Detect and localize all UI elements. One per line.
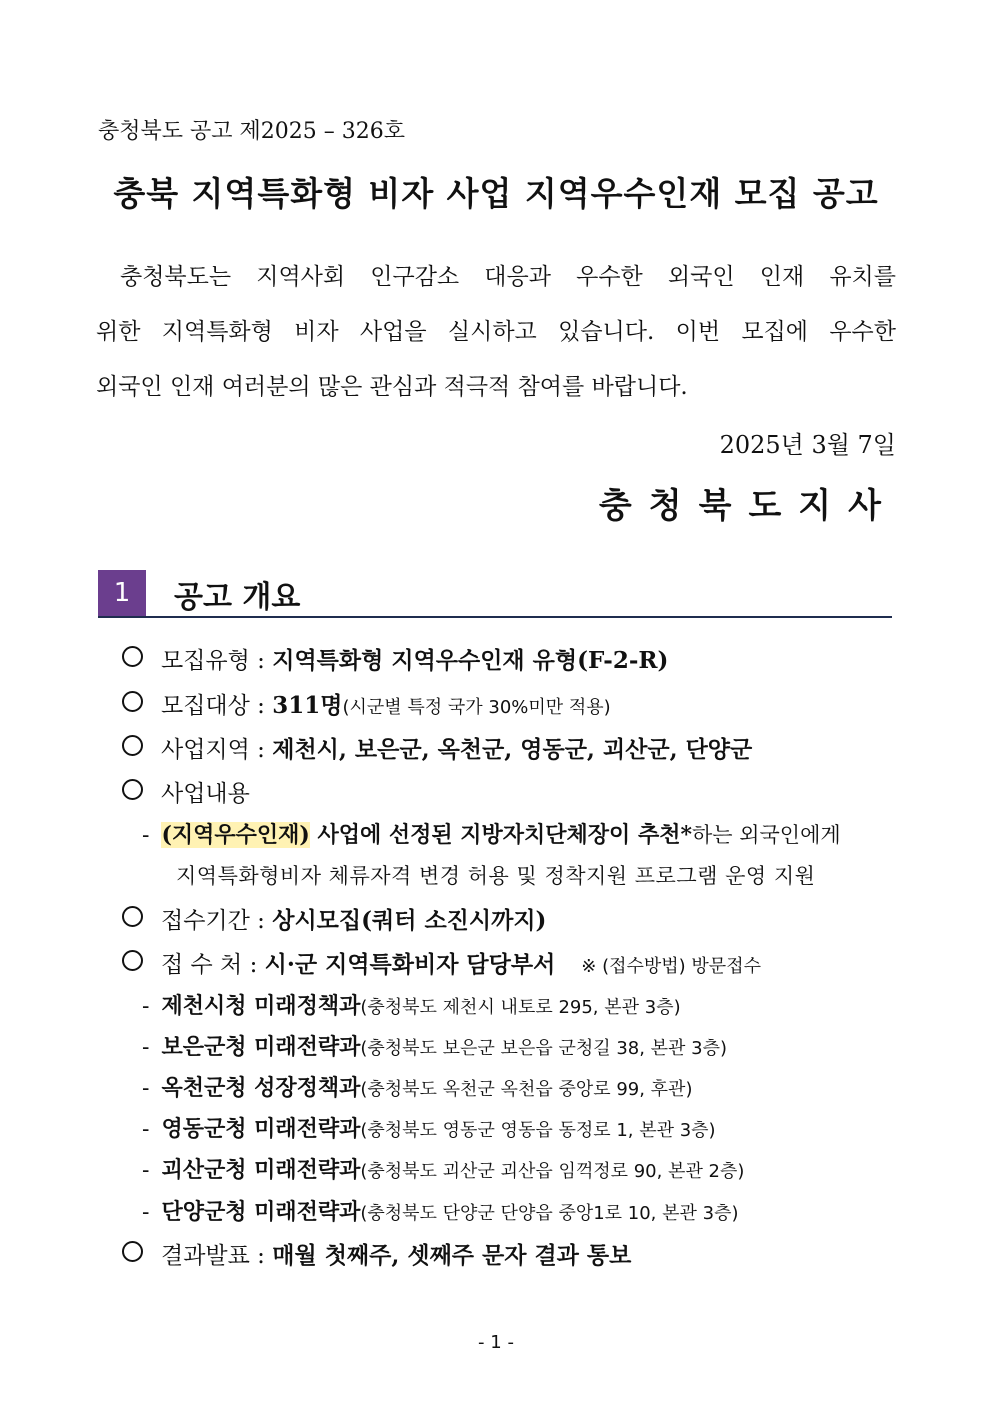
section-number: 1 [98,570,146,616]
office-address: (충청북도 제천시 내토로 295, 본관 3층) [360,997,681,1018]
intro-line-2: 위한 지역특화형 비자 사업을 실시하고 있습니다. 이번 모집에 우수한 [96,319,896,345]
office-entry [142,1153,744,1184]
page-number: - 1 - [478,1332,514,1353]
dash-marker: - [142,1035,150,1060]
item-recruit-type [122,642,668,675]
item-label: 사업내용 [161,781,250,807]
bullet-circle-icon [122,646,143,667]
dash-marker: - [142,823,150,848]
intro-paragraph [96,250,896,415]
item-value: 311명 [272,692,343,719]
item-recruit-target [122,687,611,720]
office-name: 단양군청 미래전략과 [161,1199,361,1225]
bullet-circle-icon [122,906,143,927]
item-value: 상시모집(쿼터 소진시까지) [272,907,547,934]
bullet-circle-icon [122,950,143,971]
dash-marker: - [142,1117,150,1142]
document-title: 충북 지역특화형 비자 사업 지역우수인재 모집 공고 [113,174,879,213]
item-application-office [122,946,761,979]
office-name: 괴산군청 미래전략과 [161,1157,361,1183]
item-note: ※ (접수방법) 방문접수 [581,956,761,977]
dash-marker: - [142,1200,150,1225]
notice-number: 충청북도 공고 제2025 – 326호 [98,119,405,144]
item-label: 사업지역 : [161,737,273,763]
item-note: (시군별 특정 국가 30%미만 적용) [342,697,611,718]
office-address: (충청북도 보은군 보은읍 군청길 38, 본관 3층) [360,1038,728,1059]
item-business-content [122,775,250,808]
signer: 충청북도지사 [598,486,898,526]
office-address: (충청북도 옥천군 옥천읍 중앙로 99, 후관) [360,1079,693,1100]
office-name: 영동군청 미래전략과 [161,1116,361,1142]
item-label: 모집대상 : [161,693,273,719]
content-detail-line-2: 지역특화형비자 체류자격 변경 허용 및 정착지원 프로그램 운영 지원 [176,864,816,888]
item-label: 결과발표 : [161,1243,273,1269]
notice-date: 2025년 3월 7일 [719,431,896,459]
item-label: 접 수 처 : [161,952,265,978]
office-entry [142,1195,739,1226]
office-entry [142,1071,692,1102]
item-result-announcement [122,1237,631,1270]
item-label: 접수기간 : [161,908,273,934]
rest-text: 하는 외국인에게 [691,823,841,847]
content-detail [142,818,841,849]
intro-line-3: 외국인 인재 여러분의 많은 관심과 적극적 참여를 바랍니다. [96,374,688,400]
bullet-circle-icon [122,691,143,712]
bullet-circle-icon [122,779,143,800]
dash-marker: - [142,1158,150,1183]
bold-text: 사업에 선정된 지방자치단체장이 추천* [309,822,692,848]
office-address: (충청북도 단양군 단양읍 중앙1로 10, 본관 3층) [360,1203,739,1224]
office-entry [142,1112,716,1143]
item-label: 모집유형 : [161,648,273,674]
highlight-text: (지역우수인재) [161,822,310,848]
item-application-period [122,902,546,935]
office-entry [142,1030,727,1061]
office-name: 제천시청 미래정책과 [161,993,361,1019]
bullet-circle-icon [122,735,143,756]
intro-line-1: 충청북도는 지역사회 인구감소 대응과 우수한 외국인 인재 유치를 [120,264,896,290]
item-business-region [122,731,752,764]
office-address: (충청북도 영동군 영동읍 동정로 1, 본관 3층) [360,1120,716,1141]
item-value: 제천시, 보은군, 옥천군, 영동군, 괴산군, 단양군 [272,736,753,763]
dash-marker: - [142,994,150,1019]
section-header [98,570,892,618]
item-value: 시·군 지역특화비자 담당부서 [264,951,556,978]
dash-marker: - [142,1076,150,1101]
section-title: 공고 개요 [174,580,301,615]
office-address: (충청북도 괴산군 괴산읍 임꺽정로 90, 본관 2층) [360,1161,745,1182]
office-name: 옥천군청 성장정책과 [161,1075,361,1101]
office-name: 보은군청 미래전략과 [161,1034,361,1060]
bullet-circle-icon [122,1241,143,1262]
office-entry [142,989,681,1020]
item-value: 매월 첫째주, 셋째주 문자 결과 통보 [272,1242,632,1269]
item-value: 지역특화형 지역우수인재 유형(F-2-R) [272,647,669,674]
